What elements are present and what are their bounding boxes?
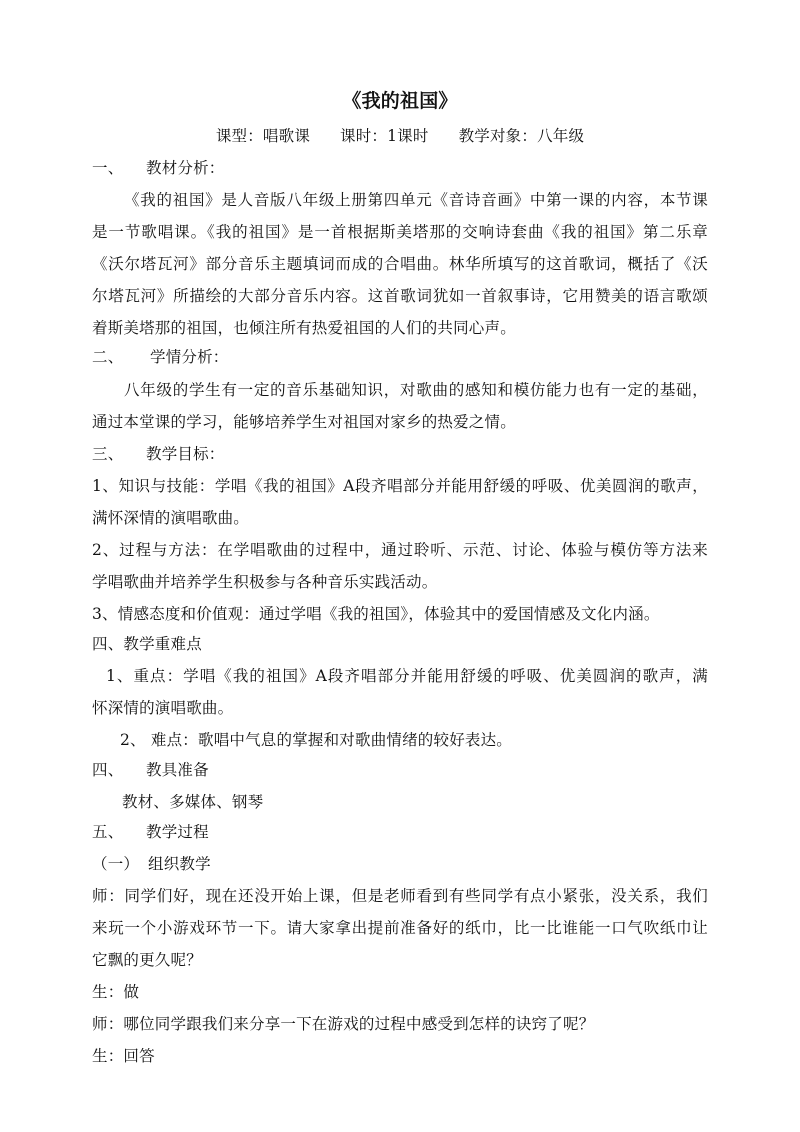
dialogue-line: 生：回答	[92, 1047, 155, 1065]
paragraph-line: 《沃尔塔瓦河》部分音乐主题填词而成的合唱曲。林华所填写的这首歌词，概括了《沃	[92, 255, 708, 273]
section-heading-3: 三、 教学目标：	[92, 445, 225, 463]
paragraph-line: 八年级的学生有一定的音乐基础知识，对歌曲的感知和模仿能力也有一定的基础，	[124, 381, 708, 399]
key-point-line: 2、 难点：歌唱中气息的掌握和对歌曲情绪的较好表达。	[120, 731, 512, 749]
paragraph-line: 尔塔瓦河》所描绘的大部分音乐内容。这首歌词犹如一首叙事诗，它用赞美的语言歌颂	[92, 287, 708, 305]
dialogue-line: 它飘的更久呢？	[92, 951, 202, 969]
section-heading-1: 一、 教材分析：	[92, 159, 225, 177]
dialogue-line: 生：做	[92, 983, 140, 1001]
course-audience: 教学对象：八年级	[458, 127, 585, 145]
goal-line: 2、过程与方法：在学唱歌曲的过程中，通过聆听、示范、讨论、体验与模仿等方法来	[92, 541, 708, 559]
course-hours: 课时：1课时	[340, 127, 429, 145]
section-heading-6: 五、 教学过程	[92, 823, 209, 841]
paragraph-line: 《我的祖国》是人音版八年级上册第四单元《音诗音画》中第一课的内容，本节课	[124, 191, 708, 209]
course-type: 课型：唱歌课	[215, 127, 311, 145]
key-point-line: 1、重点：学唱《我的祖国》A段齐唱部分并能用舒缓的呼吸、优美圆润的歌声，满	[106, 667, 708, 685]
key-point-line: 怀深情的演唱歌曲。	[92, 699, 234, 717]
goal-line: 满怀深情的演唱歌曲。	[92, 509, 250, 527]
paragraph-line: 着斯美塔那的祖国，也倾注所有热爱祖国的人们的共同心声。	[92, 319, 516, 337]
goal-line: 1、知识与技能：学唱《我的祖国》A段齐唱部分并能用舒缓的呼吸、优美圆润的歌声，	[92, 477, 708, 495]
paragraph-line: 通过本堂课的学习，能够培养学生对祖国对家乡的热爱之情。	[92, 413, 516, 431]
paragraph-line: 是一节歌唱课。《我的祖国》是一首根据斯美塔那的交响诗套曲《我的祖国》第二乐章	[92, 223, 708, 241]
dialogue-line: 来玩一个小游戏环节一下。请大家拿出提前准备好的纸巾，比一比谁能一口气吹纸巾让	[92, 919, 708, 937]
paragraph-line: 教材、多媒体、钢琴	[122, 793, 264, 811]
subsection-heading: （一） 组织教学	[92, 855, 211, 873]
dialogue-line: 师：哪位同学跟我们来分享一下在游戏的过程中感受到怎样的诀窍了呢？	[92, 1015, 595, 1033]
dialogue-line: 师：同学们好，现在还没开始上课，但是老师看到有些同学有点小紧张，没关系，我们	[92, 887, 708, 905]
course-meta	[0, 126, 800, 146]
goal-line: 学唱歌曲并培养学生积极参与各种音乐实践活动。	[92, 573, 438, 591]
goal-line: 3、情感态度和价值观：通过学唱《我的祖国》，体验其中的爱国情感及文化内涵。	[92, 605, 660, 623]
document-title: 《我的祖国》	[342, 90, 458, 112]
section-heading-4: 四、教学重难点	[92, 635, 202, 653]
section-heading-5: 四、 教具准备	[92, 761, 209, 779]
section-heading-2: 二、 学情分析：	[92, 348, 229, 366]
